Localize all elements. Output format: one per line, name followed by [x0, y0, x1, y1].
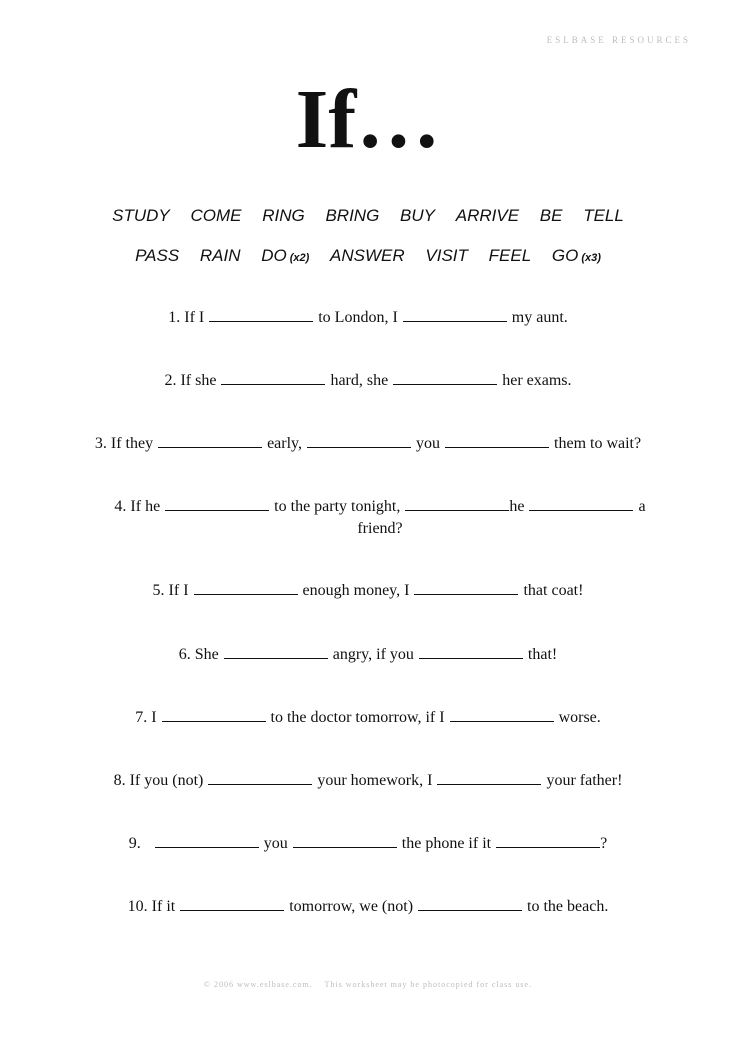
answer-blank[interactable]: [418, 896, 522, 911]
answer-blank[interactable]: [194, 580, 298, 595]
answer-blank[interactable]: [445, 433, 549, 448]
answer-blank[interactable]: [155, 833, 259, 848]
question-text: 1. If I: [168, 309, 205, 326]
question-1: [0, 307, 736, 329]
answer-blank[interactable]: [414, 580, 518, 595]
word-bank-item: TELL: [583, 206, 624, 225]
question-text: angry, if you: [332, 646, 414, 663]
answer-blank[interactable]: [437, 770, 541, 785]
word-bank-item: [135, 246, 179, 266]
question-text: 5. If I: [152, 582, 189, 599]
question-text: that!: [527, 646, 558, 663]
page-title: If…: [295, 73, 441, 166]
question-text: your father!: [546, 772, 623, 789]
question-text: 2. If she: [164, 372, 217, 389]
question-text: to London, I: [318, 309, 398, 326]
header-resource-tag: ESLBASE RESOURCES: [546, 35, 691, 45]
question-text: you: [263, 835, 288, 852]
question-text: them to wait?: [554, 435, 642, 452]
word-bank-word: FEEL: [488, 246, 532, 265]
question-text: her exams.: [502, 372, 572, 389]
word-bank-item: BRING: [325, 206, 380, 225]
question-text: the phone if it: [401, 835, 492, 852]
question-text: early,: [267, 435, 303, 452]
question-text: 6. She: [178, 646, 219, 663]
answer-blank[interactable]: [403, 307, 507, 322]
question-10: [0, 896, 736, 918]
question-7: [0, 707, 736, 729]
word-bank-row-2: [0, 246, 736, 266]
question-text: my aunt.: [511, 309, 568, 326]
word-bank-item: BUY: [400, 206, 436, 225]
answer-blank[interactable]: [529, 496, 633, 511]
answer-blank[interactable]: [419, 644, 523, 659]
question-text: he: [509, 498, 525, 515]
answer-blank[interactable]: [405, 496, 509, 511]
word-bank-item: STUDY: [112, 206, 170, 225]
question-text: a: [638, 498, 646, 515]
word-bank-item: [425, 246, 468, 266]
word-bank-item: ARRIVE: [455, 206, 520, 225]
word-bank-item: [489, 246, 532, 266]
word-bank-word: VISIT: [425, 246, 468, 265]
answer-blank[interactable]: [496, 833, 600, 848]
question-text: 9.: [128, 835, 141, 852]
word-bank-item: COME: [190, 206, 242, 225]
question-6: [0, 644, 736, 666]
word-bank-row-1: [0, 206, 736, 226]
word-bank-item: BE: [539, 206, 563, 225]
answer-blank[interactable]: [180, 896, 284, 911]
word-bank-item: RING: [262, 206, 305, 225]
question-text: your homework, I: [317, 772, 433, 789]
answer-blank[interactable]: [158, 433, 262, 448]
word-bank-multiplier: (x2): [289, 252, 310, 264]
word-bank-item: [261, 246, 309, 266]
footer-copyright: © 2006 www.eslbase.com. This worksheet may be photocopied for class use.: [203, 980, 533, 989]
word-bank-item: [552, 246, 601, 266]
question-text: that coat!: [523, 582, 584, 599]
question-8: [0, 770, 736, 792]
answer-blank[interactable]: [162, 707, 266, 722]
word-bank-item: [330, 246, 405, 266]
answer-blank[interactable]: [165, 496, 269, 511]
question-text: 7. I: [135, 709, 157, 726]
word-bank-word: DO: [261, 246, 287, 265]
answer-blank[interactable]: [208, 770, 312, 785]
answer-blank[interactable]: [307, 433, 411, 448]
answer-blank[interactable]: [221, 370, 325, 385]
question-text: to the party tonight,: [274, 498, 401, 515]
question-text: ?: [600, 835, 608, 852]
word-bank-word: PASS: [135, 246, 180, 265]
question-text: 3. If they: [94, 435, 154, 452]
word-bank-multiplier: (x3): [581, 252, 601, 264]
question-4: [85, 496, 675, 540]
question-3: [0, 433, 736, 455]
answer-blank[interactable]: [393, 370, 497, 385]
question-9: [0, 833, 736, 855]
question-text: 4. If he: [114, 498, 161, 515]
answer-blank[interactable]: [450, 707, 554, 722]
question-5: [0, 580, 736, 602]
question-text: tomorrow, we (not): [289, 898, 414, 915]
word-bank-word: GO: [551, 246, 579, 265]
word-bank-word: RAIN: [199, 246, 241, 265]
question-text: hard, she: [330, 372, 389, 389]
answer-blank[interactable]: [224, 644, 328, 659]
answer-blank[interactable]: [209, 307, 313, 322]
question-text: you: [416, 435, 441, 452]
question-text: friend?: [357, 520, 403, 537]
word-bank-word: ANSWER: [330, 246, 405, 265]
question-text: 10. If it: [127, 898, 176, 915]
question-text: to the doctor tomorrow, if I: [270, 709, 445, 726]
question-text: worse.: [558, 709, 601, 726]
question-2: [0, 370, 736, 392]
answer-blank[interactable]: [293, 833, 397, 848]
question-text: to the beach.: [527, 898, 609, 915]
question-text: 8. If you (not): [113, 772, 204, 789]
question-text: enough money, I: [302, 582, 410, 599]
word-bank-item: [200, 246, 241, 266]
